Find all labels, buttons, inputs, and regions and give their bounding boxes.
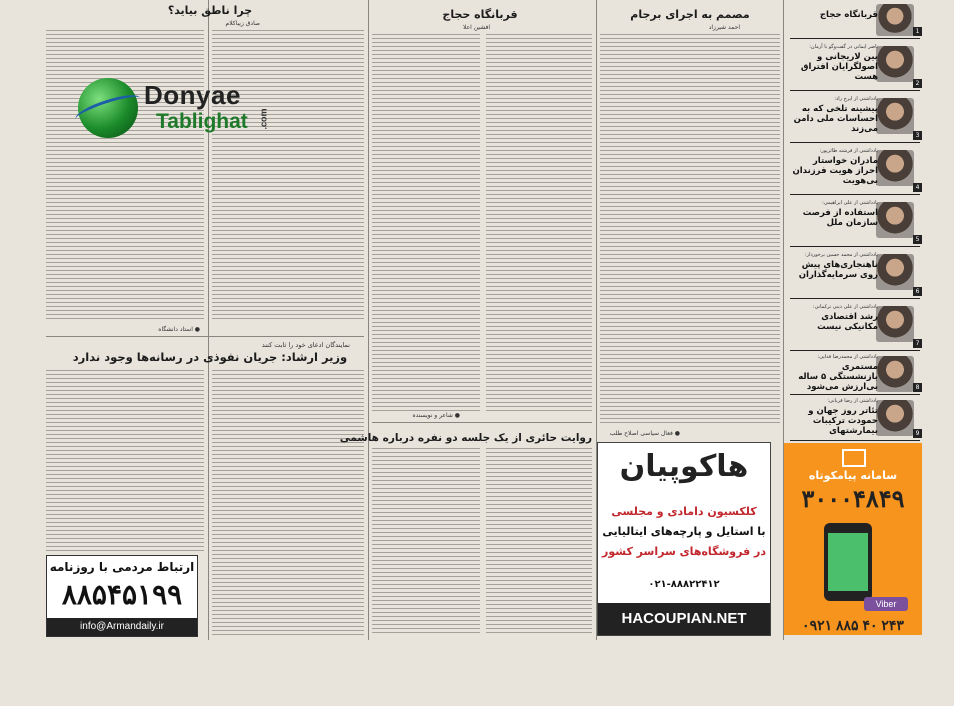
ad-phone: ۸۸۵۴۵۱۹۹ [61,579,183,610]
article-footnote: ● فعال سیاسی اصلاح طلب [609,430,680,437]
author-photo [876,202,914,238]
article-body-text [212,30,364,320]
smartphone-icon [824,523,872,601]
author-photo [876,46,914,82]
sidebar-item[interactable] [790,352,920,395]
logo-text: Donyae [144,80,241,110]
ad-line: در فروشگاه‌های سراسر کشور [602,545,766,558]
sidebar-kicker: یادداشتی از ایرج راد: [834,96,878,102]
page-number-badge: 1 [913,27,922,36]
sidebar-headline: تئاتر روز جهان و حمودت ترکیبات بیمارشتهای [808,406,878,436]
article-title: قربانگاه حجاج [442,8,518,21]
sidebar-kicker: یادداشتی از رضا قربانی: [827,398,878,404]
section-divider [372,422,592,423]
sidebar-kicker: یادداشتی از علی ابراهیمی: [822,200,878,206]
article-body-text [486,448,592,636]
article-headline: روایت حائری از یک جلسه دو نفره درباره هاشمی [339,432,592,444]
article-author: افشین اعلا [463,24,490,31]
author-photo [876,400,914,436]
article-title: مصمم به اجرای برجام [630,8,750,21]
sidebar-item[interactable] [790,4,920,39]
envelope-icon [842,449,866,467]
globe-icon [78,78,138,138]
page-number-badge: 3 [913,131,922,140]
arman-contact-ad[interactable] [46,555,198,637]
article-body-text [46,370,204,552]
hacoupian-ad[interactable] [597,442,771,636]
ad-title: ارتباط مردمی با روزنامه [49,560,195,574]
page-number-badge: 4 [913,183,922,192]
page-number-badge: 8 [913,383,922,392]
page-number-badge: 2 [913,79,922,88]
sidebar-index [790,4,920,442]
logo-suffix: .com [258,108,269,130]
author-photo [876,98,914,134]
article-body-text [372,448,480,636]
sidebar-item[interactable] [790,144,920,195]
sidebar-item[interactable] [790,196,920,247]
author-photo [876,306,914,342]
sidebar-headline: رشد اقتصادی مکانیکی نیست [817,312,878,332]
article-body-text [486,34,592,414]
article-author: صادق زیباکلام [225,20,260,27]
ad-label: سامانه پیامکوتاه [808,469,898,482]
ad-phone: ۰۲۱-۸۸۸۲۲۴۱۲ [648,579,720,590]
sidebar-item[interactable] [790,92,920,143]
sidebar-headline: مستمری بازنشستگی ۵ ساله بی‌ارزش می‌شود [798,362,878,392]
article-body-text [212,370,364,636]
sidebar-item[interactable] [790,248,920,299]
article-footnote: ● استاد دانشگاه [158,326,200,333]
page-number-badge: 9 [913,429,922,438]
ad-brand: هاکوپیان [619,449,749,484]
sidebar-kicker: یادداشتی از فرشته طائرپور: [819,148,878,154]
page-number-badge: 7 [913,339,922,348]
section-divider [46,336,364,337]
sidebar-headline: مادران خواستار احراز هویت فرزندان بی‌هویت [792,156,878,186]
ad-phone: ۰۹۲۱ ۸۸۵ ۴۰ ۲۴۳ [802,617,904,633]
sidebar-item[interactable] [790,396,920,441]
article-body-text [46,30,204,320]
article-headline: وزیر ارشاد: جریان نفوذی در رسانه‌ها وجود ندارد [72,350,348,364]
sidebar-kicker: یادداشتی از محمد حسین برخوردار: [804,252,878,258]
sidebar-headline: بین لاریجانی و اصولگرایان افتراق هست [800,52,878,82]
article-title: چرا ناطق بیاید؟ [167,4,253,17]
ad-line: با استایل و پارچه‌های ایتالیایی [602,525,766,538]
author-photo [876,4,914,36]
ad-line: کلکسیون دامادی و مجلسی [611,505,757,518]
page-number-badge: 5 [913,235,922,244]
article-body-text [600,34,780,424]
article-author: احمد شیرزاد [708,24,740,31]
sidebar-headline: پیشینه تلخی که به احساسات ملی دامن می‌زند [793,104,878,134]
viber-badge: Viber [864,597,908,611]
ad-website[interactable]: HACOUPIAN.NET [598,603,770,635]
sidebar-kicker: یادداشتی از محمدرضا فدایی: [817,354,878,360]
watermark-logo [78,78,278,138]
article-kicker: نمایندگان ادعای خود را ثابت کنند [261,341,350,349]
article-footnote: ● شاعر و نویسنده [412,412,460,419]
page-number-badge: 6 [913,287,922,296]
sidebar-headline: ناهنجاری‌های پیش روی سرمایه‌گذاران [798,260,878,280]
sidebar-item[interactable] [790,300,920,351]
sidebar-item[interactable] [790,40,920,91]
author-photo [876,150,914,186]
sidebar-headline: قربانگاه حجاج [819,10,878,20]
ad-sms-number: ۳۰۰۰۴۸۴۹ [801,486,905,513]
sidebar-kicker: یادداشتی از علی دینی ترکمانی: [812,304,878,310]
sidebar-headline: استفاده از فرصت سازمان ملل [802,208,878,228]
logo-text: Tablighat [156,110,248,133]
article-body-text [372,34,480,414]
column-divider [368,0,369,640]
ad-email[interactable]: info@Armandaily.ir [47,618,197,636]
author-photo [876,356,914,392]
author-photo [876,254,914,290]
sidebar-kicker: ناصر ایمانی در گفت‌وگو با آرمان: [809,44,878,50]
sms-ad[interactable] [784,443,922,635]
